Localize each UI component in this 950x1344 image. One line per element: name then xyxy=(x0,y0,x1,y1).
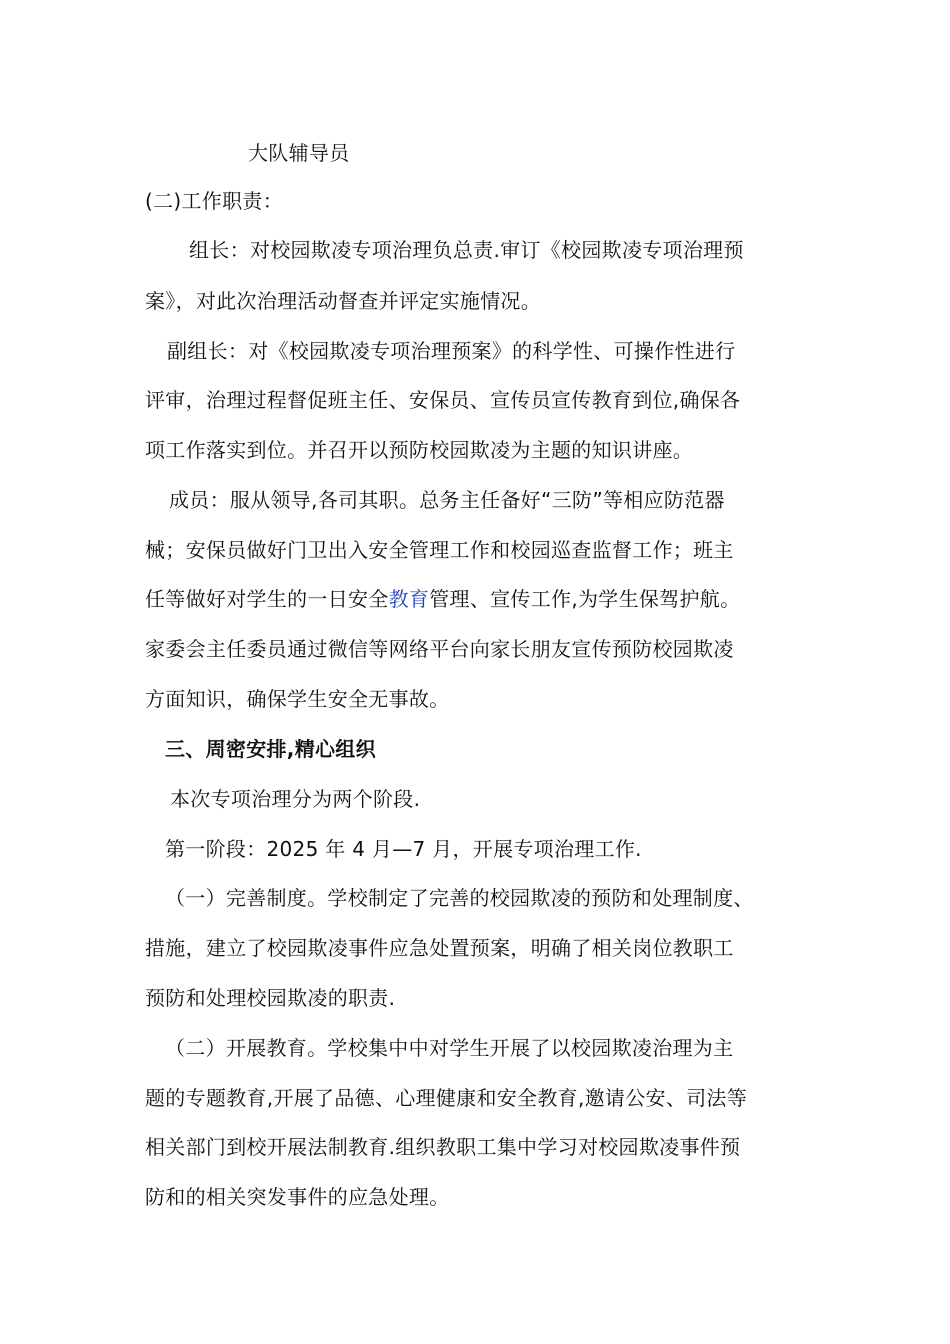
deputy-paragraph-line-1: 副组长：对《校园欺凌专项治理预案》的科学性、可操作性进行 xyxy=(167,339,736,363)
education-link[interactable]: 教育 xyxy=(388,587,430,611)
item-one-line-3: 预防和处理校园欺凌的职责. xyxy=(145,986,396,1010)
stage-one-line: 第一阶段：2025 年 4 月—7 月，开展专项治理工作. xyxy=(165,837,642,861)
item-two-line-3: 相关部门到校开展法制教育.组织教职工集中学习对校园欺凌事件预 xyxy=(145,1135,741,1159)
item-one-line-2: 措施，建立了校园欺凌事件应急处置预案，明确了相关岗位教职工 xyxy=(145,936,734,960)
member-paragraph-line-3 xyxy=(145,585,740,613)
stages-intro: 本次专项治理分为两个阶段. xyxy=(170,787,421,811)
member-paragraph-line-4: 家委会主任委员通过微信等网络平台向家长朋友宣传预防校园欺凌 xyxy=(145,637,734,661)
item-two-line-2: 题的专题教育,开展了品德、心理健康和安全教育,邀请公安、司法等 xyxy=(145,1086,748,1110)
section-two-heading: (二)工作职责： xyxy=(145,189,284,213)
member-paragraph-line-2: 械；安保员做好门卫出入安全管理工作和校园巡查监督工作；班主 xyxy=(145,538,734,562)
member-paragraph-line-1: 成员：服从领导,各司其职。总务主任备好“三防”等相应防范器 xyxy=(169,488,725,512)
deputy-paragraph-line-2: 评审，治理过程督促班主任、安保员、宣传员宣传教育到位,确保各 xyxy=(145,388,741,412)
item-two-line-4: 防和的相关突发事件的应急处理。 xyxy=(145,1185,450,1209)
item-two-line-1: （二）开展教育。学校集中中对学生开展了以校园欺凌治理为主 xyxy=(165,1036,734,1060)
item-one-line-1: （一）完善制度。学校制定了完善的校园欺凌的预防和处理制度、 xyxy=(165,886,754,910)
deputy-paragraph-line-3: 项工作落实到位。并召开以预防校园欺凌为主题的知识讲座。 xyxy=(145,438,694,462)
section-three-heading: 三、周密安排,精心组织 xyxy=(165,737,376,761)
leader-paragraph-line-1: 组长：对校园欺凌专项治理负总责.审订《校园欺凌专项治理预 xyxy=(189,238,744,262)
leader-paragraph-line-2: 案》，对此次治理活动督查并评定实施情况。 xyxy=(145,289,541,313)
member-paragraph-line-5: 方面知识，确保学生安全无事故。 xyxy=(145,687,450,711)
member-line-3-text-after: 管理、宣传工作,为学生保驾护航。 xyxy=(429,587,741,611)
member-line-3-text-before: 任等做好对学生的一日安全 xyxy=(145,587,389,611)
role-line: 大队辅导员 xyxy=(248,141,350,165)
